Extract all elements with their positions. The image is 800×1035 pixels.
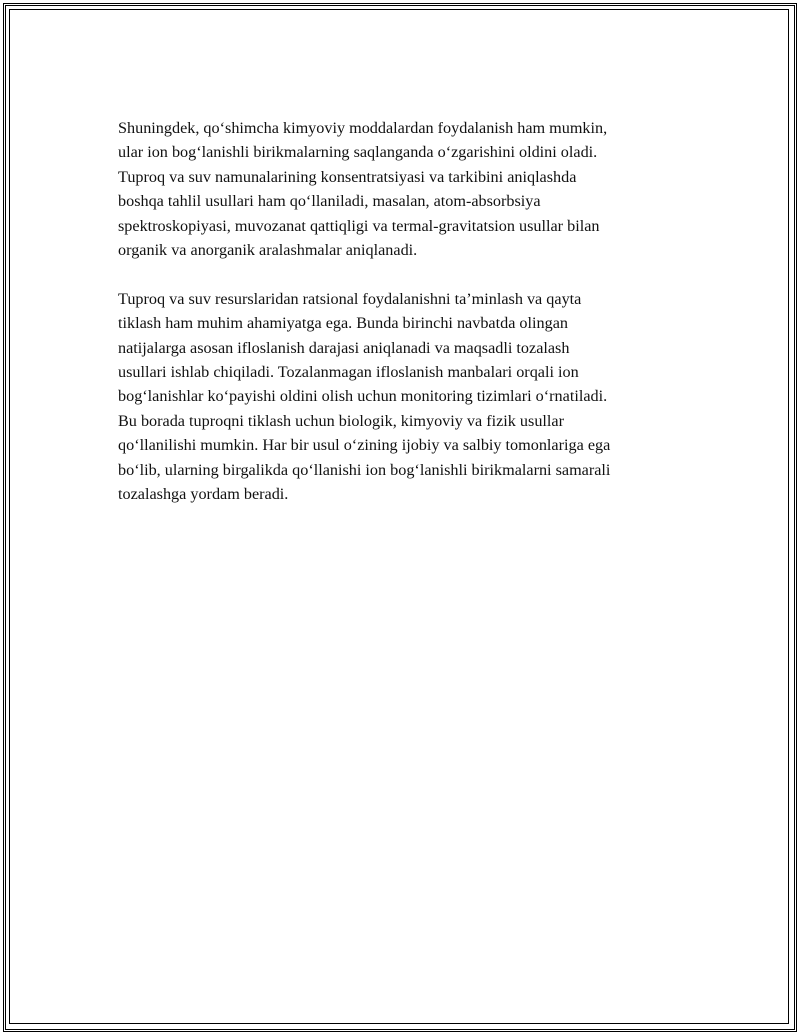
paragraph-1: Shuningdek, qo‘shimcha kimyoviy moddalardan foydalanish ham mumkin, ular ion bog‘lanishli birikmalarning saqlanganda o‘zgarishini oldini oladi. Tuproq va suv namunalarining konsentratsiyasi va tarkibini aniqlashda boshqa tahlil usullari ham qo‘llaniladi, masalan, atom-absorbsiya spektroskopiyasi, muvozanat qattiqligi va termal-gravitatsion usullar bilan organik va anorganik aralashmalar aniqlanadi. (118, 119, 608, 260)
document-body (118, 116, 688, 531)
paragraph-2: Tuproq va suv resurslaridan ratsional foydalanishni ta’minlash va qayta tiklash ham muhim ahamiyatga ega. Bunda birinchi navbatda olingan natijalarga asosan ifloslanish darajasi aniqlanadi va maqsadli tozalash usullari ishlab chiqiladi. Tozalanmagan ifloslanish manbalari orqali ion bog‘lanishlar ko‘payishi oldini olish uchun monitoring tizimlari o‘rnatiladi. Bu borada tuproqni tiklash uchun biologik, kimyoviy va fizik usullar qo‘llanilishi mumkin. Har bir usul o‘zining ijobiy va salbiy tomonlariga ega bo‘lib, ularning birgalikda qo‘llanishi ion bog‘lanishli birikmalarni samarali tozalashga yordam beradi. (118, 289, 611, 504)
